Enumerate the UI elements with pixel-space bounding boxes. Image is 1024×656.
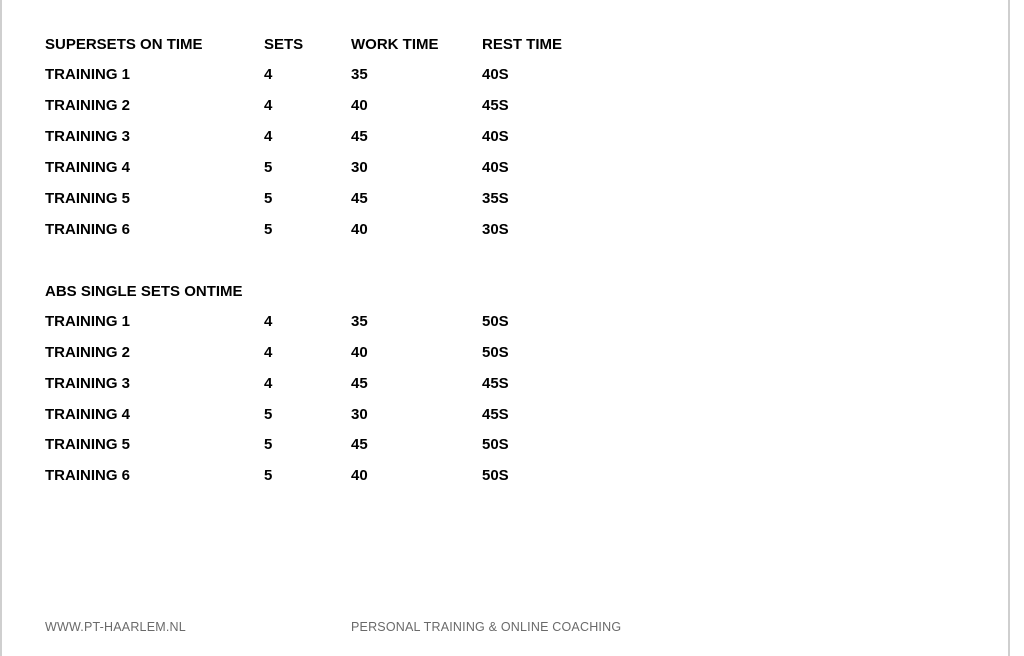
table-row: [2, 466, 1002, 486]
work-time-value: 35: [351, 313, 368, 330]
table-row: [2, 312, 1002, 332]
rest-time-value: 50S: [482, 436, 509, 453]
sets-value: 5: [264, 436, 273, 453]
training-name: TRAINING 3: [45, 128, 131, 145]
rest-time-value: 35S: [482, 190, 509, 207]
training-name: TRAINING 1: [45, 66, 131, 83]
table2-title: ABS SINGLE SETS ONTIME: [45, 283, 243, 300]
sets-value: 5: [264, 159, 273, 176]
training-name: TRAINING 4: [45, 159, 131, 176]
table-row: [2, 127, 1002, 147]
training-name: TRAINING 6: [45, 221, 131, 238]
table1-header-row: [2, 35, 1002, 55]
rest-time-value: 40S: [482, 128, 509, 145]
work-time-value: 40: [351, 97, 368, 114]
rest-time-value: 50S: [482, 467, 509, 484]
rest-time-value: 45S: [482, 406, 509, 423]
work-time-value: 45: [351, 375, 368, 392]
training-name: TRAINING 2: [45, 97, 131, 114]
rest-time-value: 30S: [482, 221, 509, 238]
sets-value: 4: [264, 375, 273, 392]
sets-value: 4: [264, 66, 273, 83]
work-time-value: 40: [351, 344, 368, 361]
sets-value: 5: [264, 190, 273, 207]
training-name: TRAINING 1: [45, 313, 131, 330]
footer-tagline: PERSONAL TRAINING & ONLINE COACHING: [351, 620, 622, 634]
footer-website: WWW.PT-HAARLEM.NL: [45, 620, 186, 634]
training-name: TRAINING 4: [45, 406, 131, 423]
work-time-value: 35: [351, 66, 368, 83]
table-row: [2, 435, 1002, 455]
table-row: [2, 96, 1002, 116]
sets-value: 4: [264, 313, 273, 330]
work-time-value: 40: [351, 467, 368, 484]
work-time-value: 45: [351, 128, 368, 145]
work-time-value: 45: [351, 436, 368, 453]
sets-value: 4: [264, 344, 273, 361]
work-time-value: 45: [351, 190, 368, 207]
rest-time-value: 40S: [482, 66, 509, 83]
rest-time-value: 50S: [482, 313, 509, 330]
table-row: [2, 374, 1002, 394]
work-time-value: 40: [351, 221, 368, 238]
rest-time-value: 40S: [482, 159, 509, 176]
table1-header-work-time: WORK TIME: [351, 36, 439, 53]
rest-time-value: 45S: [482, 375, 509, 392]
training-name: TRAINING 2: [45, 344, 131, 361]
table-row: [2, 158, 1002, 178]
table1-header-sets: SETS: [264, 36, 304, 53]
sets-value: 5: [264, 467, 273, 484]
table-row: [2, 189, 1002, 209]
table-row: [2, 343, 1002, 363]
sets-value: 5: [264, 406, 273, 423]
training-name: TRAINING 3: [45, 375, 131, 392]
table1-header-title: SUPERSETS ON TIME: [45, 36, 203, 53]
sets-value: 5: [264, 221, 273, 238]
sets-value: 4: [264, 97, 273, 114]
rest-time-value: 50S: [482, 344, 509, 361]
table-row: [2, 405, 1002, 425]
work-time-value: 30: [351, 159, 368, 176]
table-row: [2, 65, 1002, 85]
training-name: TRAINING 6: [45, 467, 131, 484]
table2-header-row: [2, 282, 1002, 302]
table1-header-rest-time: REST TIME: [482, 36, 563, 53]
table-row: [2, 220, 1002, 240]
training-name: TRAINING 5: [45, 436, 131, 453]
work-time-value: 30: [351, 406, 368, 423]
sets-value: 4: [264, 128, 273, 145]
rest-time-value: 45S: [482, 97, 509, 114]
training-name: TRAINING 5: [45, 190, 131, 207]
